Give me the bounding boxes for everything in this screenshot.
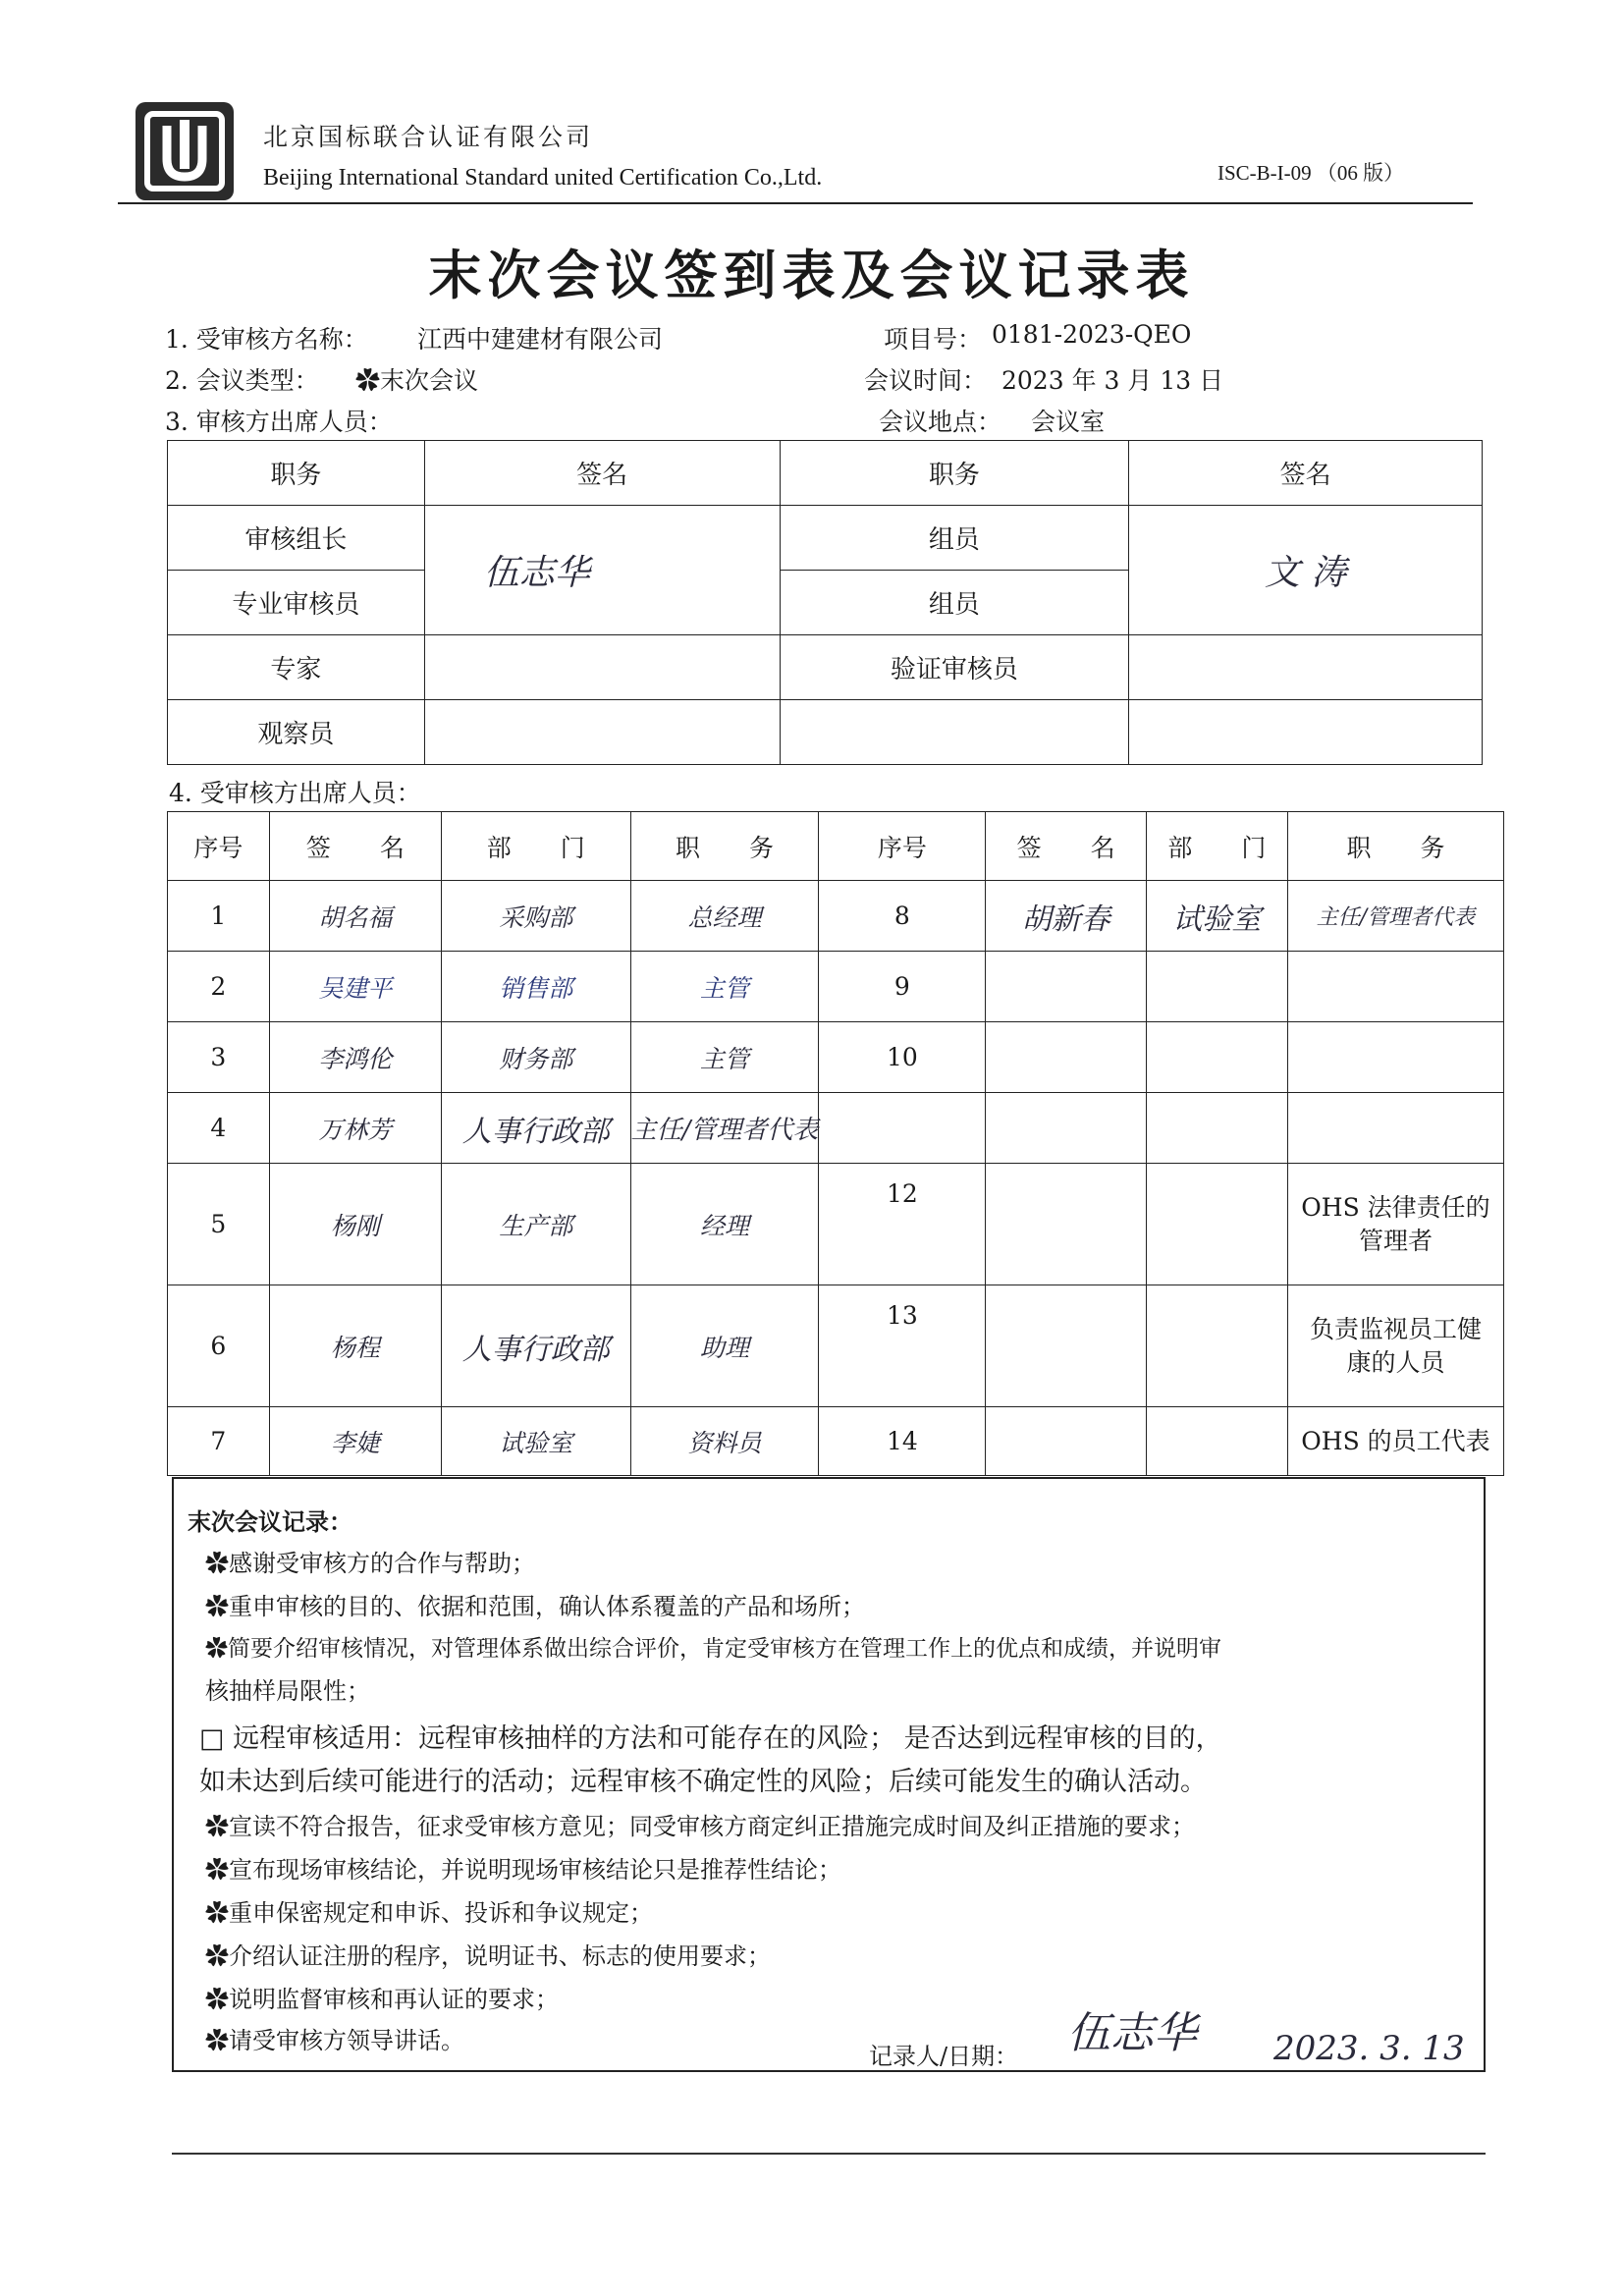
signature-cell	[424, 700, 780, 765]
header-signature: 签名	[424, 441, 780, 506]
role-cell: 负责监视员工健康的人员	[1287, 1285, 1503, 1407]
footer-divider	[172, 2153, 1486, 2155]
role-handwritten: 资料员	[630, 1407, 819, 1476]
auditor-signature: 文 涛	[1264, 553, 1347, 593]
company-logo-icon	[134, 100, 236, 202]
record-line: ✿感谢受审核方的合作与帮助；	[205, 1550, 535, 1577]
auditor-table-header	[168, 441, 1483, 506]
role-cell: 专业审核员	[168, 571, 425, 635]
meeting-type-value: ✿末次会议	[355, 366, 479, 395]
dept-handwritten: 试验室	[441, 1407, 630, 1476]
role-cell: 验证审核员	[780, 635, 1129, 700]
attendee-table-header	[168, 812, 1504, 881]
meeting-record-box	[172, 1477, 1486, 2072]
project-label: 项目号：	[884, 325, 983, 354]
meeting-time-value: 2023 年 3 月 13 日	[1001, 366, 1224, 395]
row-no: 8	[819, 881, 986, 952]
auditee-label: 1. 受审核方名称：	[165, 325, 368, 354]
dept-handwritten: 人事行政部	[441, 1285, 630, 1407]
row-no: 1	[168, 881, 270, 952]
meeting-time-label: 会议时间：	[864, 366, 988, 395]
role-handwritten: 助理	[630, 1285, 819, 1407]
table-row	[168, 1407, 1504, 1476]
record-line: ✿重申审核的目的、依据和范围，确认体系覆盖的产品和场所；	[205, 1593, 865, 1620]
record-line: ✿说明监督审核和再认证的要求；	[205, 1986, 559, 2013]
name-signature	[986, 1093, 1146, 1164]
header-no: 序号	[168, 812, 270, 881]
auditor-table	[167, 440, 1483, 765]
signature-cell	[1129, 506, 1483, 635]
record-line: ✿请受审核方领导讲话。	[205, 2027, 464, 2054]
auditee-section-label: 4. 受审核方出席人员：	[169, 779, 421, 807]
role-handwritten: 主管	[630, 952, 819, 1022]
signature-cell	[424, 506, 780, 635]
role-cell	[1287, 1093, 1503, 1164]
role-cell	[1287, 1022, 1503, 1093]
row-no: 9	[819, 952, 986, 1022]
signature-cell	[1129, 635, 1483, 700]
record-line: ✿重申保密规定和申诉、投诉和争议规定；	[205, 1899, 653, 1927]
dept-handwritten: 试验室	[1146, 881, 1287, 952]
record-line: 核抽样局限性；	[205, 1677, 370, 1705]
table-row	[168, 881, 1504, 952]
table-row	[168, 952, 1504, 1022]
header-role: 职 务	[1287, 812, 1503, 881]
role-handwritten: 经理	[630, 1164, 819, 1285]
dept-cell	[1146, 1093, 1287, 1164]
role-cell	[780, 700, 1129, 765]
location-label: 会议地点：	[879, 408, 1002, 436]
header-name: 签 名	[269, 812, 441, 881]
table-row	[168, 1022, 1504, 1093]
role-cell: 组员	[780, 506, 1129, 571]
company-name-en: Beijing International Standard united Certification Co.,Ltd.	[263, 165, 823, 191]
record-line: ✿宣布现场审核结论，并说明现场审核结论只是推荐性结论；	[205, 1856, 841, 1884]
name-signature: 李婕	[269, 1407, 441, 1476]
role-cell: 组员	[780, 571, 1129, 635]
recorder-label: 记录人/日期：	[869, 2043, 1019, 2070]
header-divider	[118, 202, 1473, 204]
name-signature	[986, 1164, 1146, 1285]
meeting-type-label: 2. 会议类型：	[165, 366, 319, 395]
dept-handwritten: 人事行政部	[441, 1093, 630, 1164]
remote-audit-line: 如未达到后续可能进行的活动；远程审核不确定性的风险；后续可能发生的确认活动。	[199, 1767, 1207, 1797]
header-role: 职务	[168, 441, 425, 506]
row-no: 7	[168, 1407, 270, 1476]
name-signature: 吴建平	[269, 952, 441, 1022]
name-signature: 李鸿伦	[269, 1022, 441, 1093]
header-no: 序号	[819, 812, 986, 881]
header-name: 签 名	[986, 812, 1146, 881]
row-no: 2	[168, 952, 270, 1022]
recorder-date: 2023. 3. 13	[1273, 2029, 1465, 2068]
page-title: 末次会议签到表及会议记录表	[428, 244, 1195, 306]
table-row	[168, 635, 1483, 700]
header-signature: 签名	[1129, 441, 1483, 506]
role-cell: OHS 的员工代表	[1287, 1407, 1503, 1476]
record-line: ✿介绍认证注册的程序，说明证书、标志的使用要求；	[205, 1942, 771, 1970]
dept-cell	[1146, 1407, 1287, 1476]
dept-handwritten: 销售部	[441, 952, 630, 1022]
role-handwritten: 主任/管理者代表	[1287, 881, 1503, 952]
name-signature: 万林芳	[269, 1093, 441, 1164]
project-value: 0181-2023-QEO	[992, 320, 1192, 349]
auditee-value: 江西中建建材有限公司	[417, 325, 664, 354]
row-no: 5	[168, 1164, 270, 1285]
dept-cell	[1146, 952, 1287, 1022]
record-line: ✿简要介绍审核情况，对管理体系做出综合评价，肯定受审核方在管理工作上的优点和成绩，并说明审	[205, 1636, 1221, 1662]
name-signature: 胡新春	[986, 881, 1146, 952]
row-no: 4	[168, 1093, 270, 1164]
form-code: ISC-B-I-09 （06 版）	[1217, 161, 1405, 185]
row-no: 13	[819, 1285, 986, 1407]
role-handwritten: 主管	[630, 1022, 819, 1093]
role-cell: 专家	[168, 635, 425, 700]
header-role: 职务	[780, 441, 1129, 506]
name-signature	[986, 952, 1146, 1022]
name-signature: 杨程	[269, 1285, 441, 1407]
table-row	[168, 700, 1483, 765]
auditor-signature: 伍志华	[483, 553, 590, 593]
dept-cell	[1146, 1285, 1287, 1407]
row-no: 12	[819, 1164, 986, 1285]
location-value: 会议室	[1031, 408, 1106, 436]
header-dept: 部 门	[1146, 812, 1287, 881]
row-no: 6	[168, 1285, 270, 1407]
table-row	[168, 506, 1483, 571]
dept-cell	[1146, 1164, 1287, 1285]
role-cell: OHS 法律责任的管理者	[1287, 1164, 1503, 1285]
record-line: ✿宣读不符合报告，征求受审核方意见；同受审核方商定纠正措施完成时间及纠正措施的要求；	[205, 1813, 1195, 1840]
dept-handwritten: 财务部	[441, 1022, 630, 1093]
role-handwritten: 主任/管理者代表	[630, 1093, 819, 1164]
record-title: 末次会议记录：	[188, 1507, 352, 1536]
auditors-label: 3. 审核方出席人员：	[165, 408, 393, 436]
row-no: 3	[168, 1022, 270, 1093]
role-handwritten: 总经理	[630, 881, 819, 952]
signature-cell	[424, 635, 780, 700]
name-signature: 胡名福	[269, 881, 441, 952]
row-no: 10	[819, 1022, 986, 1093]
dept-handwritten: 采购部	[441, 881, 630, 952]
attendee-table	[167, 811, 1504, 1476]
company-name-cn: 北京国标联合认证有限公司	[263, 123, 594, 151]
remote-audit-line: □ 远程审核适用：远程审核抽样的方法和可能存在的风险； 是否达到远程审核的目的，	[199, 1723, 1222, 1754]
header-dept: 部 门	[441, 812, 630, 881]
dept-handwritten: 生产部	[441, 1164, 630, 1285]
role-cell: 审核组长	[168, 506, 425, 571]
table-row	[168, 1093, 1504, 1164]
name-signature	[986, 1022, 1146, 1093]
role-cell: 观察员	[168, 700, 425, 765]
recorder-signature: 伍志华	[1067, 2008, 1197, 2058]
role-cell	[1287, 952, 1503, 1022]
header-role: 职 务	[630, 812, 819, 881]
table-row	[168, 1285, 1504, 1407]
name-signature	[986, 1285, 1146, 1407]
name-signature	[986, 1407, 1146, 1476]
dept-cell	[1146, 1022, 1287, 1093]
row-no	[819, 1093, 986, 1164]
name-signature: 杨刚	[269, 1164, 441, 1285]
row-no: 14	[819, 1407, 986, 1476]
table-row	[168, 1164, 1504, 1285]
signature-cell	[1129, 700, 1483, 765]
